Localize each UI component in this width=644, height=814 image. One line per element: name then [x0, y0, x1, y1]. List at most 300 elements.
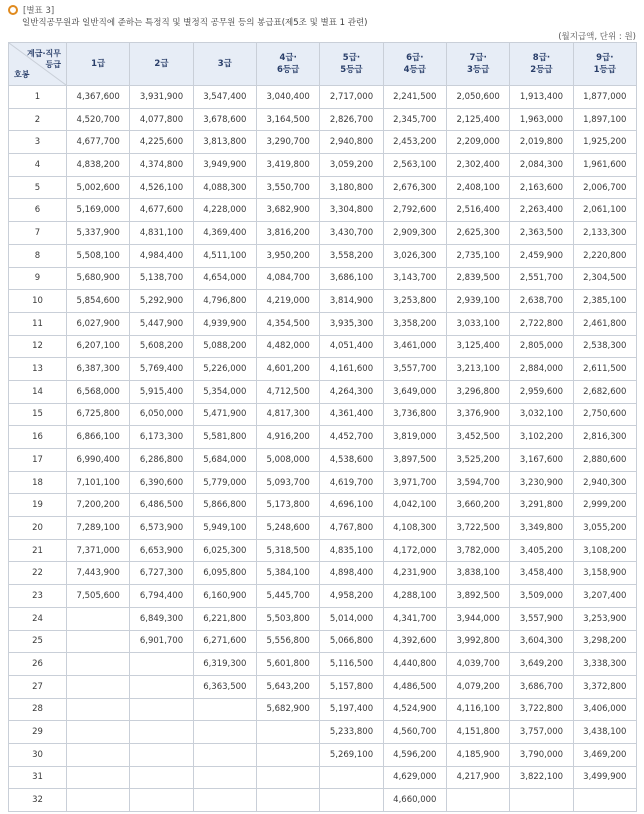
- salary-cell: 2,345,700: [383, 108, 446, 131]
- salary-cell: 2,133,300: [573, 222, 636, 245]
- salary-cell: 4,520,700: [67, 108, 130, 131]
- step-cell: 24: [9, 607, 67, 630]
- salary-cell: 3,757,000: [510, 721, 573, 744]
- salary-cell: 3,814,900: [320, 290, 383, 313]
- salary-cell: 5,854,600: [67, 290, 130, 313]
- salary-cell: 4,712,500: [256, 380, 319, 403]
- salary-cell: 1,877,000: [573, 86, 636, 109]
- salary-cell: 5,447,900: [130, 312, 193, 335]
- salary-cell: 3,971,700: [383, 471, 446, 494]
- table-row: [9, 108, 637, 131]
- salary-cell: 5,002,600: [67, 176, 130, 199]
- step-cell: 11: [9, 312, 67, 335]
- salary-cell: 3,419,800: [256, 154, 319, 177]
- salary-cell: 2,304,500: [573, 267, 636, 290]
- step-cell: 18: [9, 471, 67, 494]
- salary-cell: 4,369,400: [193, 222, 256, 245]
- salary-cell: 2,516,400: [446, 199, 509, 222]
- salary-cell: 2,385,100: [573, 290, 636, 313]
- step-cell: 31: [9, 766, 67, 789]
- corner-header-cell: [9, 43, 67, 86]
- table-row: [9, 721, 637, 744]
- table-row: [9, 244, 637, 267]
- salary-cell: 7,505,600: [67, 585, 130, 608]
- salary-cell: [446, 789, 509, 812]
- salary-cell: 4,796,800: [193, 290, 256, 313]
- salary-cell: 3,452,500: [446, 426, 509, 449]
- salary-cell: 4,367,600: [67, 86, 130, 109]
- grade-column-header: 4급· 6등급: [256, 43, 319, 86]
- salary-cell: 4,374,800: [130, 154, 193, 177]
- step-cell: 17: [9, 449, 67, 472]
- salary-cell: 3,499,900: [573, 766, 636, 789]
- table-row: [9, 630, 637, 653]
- table-row: [9, 675, 637, 698]
- salary-cell: 5,608,200: [130, 335, 193, 358]
- salary-cell: 3,678,600: [193, 108, 256, 131]
- salary-cell: 4,835,100: [320, 539, 383, 562]
- salary-cell: [256, 743, 319, 766]
- salary-cell: 2,363,500: [510, 222, 573, 245]
- salary-cell: 3,558,200: [320, 244, 383, 267]
- table-body: [9, 86, 637, 812]
- salary-cell: 6,901,700: [130, 630, 193, 653]
- table-row: [9, 562, 637, 585]
- table-row: [9, 131, 637, 154]
- salary-cell: 4,084,700: [256, 267, 319, 290]
- salary-cell: 3,290,700: [256, 131, 319, 154]
- salary-cell: 5,643,200: [256, 675, 319, 698]
- salary-cell: 4,696,100: [320, 494, 383, 517]
- table-row: [9, 698, 637, 721]
- table-row: [9, 222, 637, 245]
- salary-cell: 2,408,100: [446, 176, 509, 199]
- salary-cell: 3,230,900: [510, 471, 573, 494]
- salary-cell: 3,682,900: [256, 199, 319, 222]
- salary-cell: 4,039,700: [446, 653, 509, 676]
- salary-cell: [67, 675, 130, 698]
- salary-cell: 4,958,200: [320, 585, 383, 608]
- salary-cell: 4,654,000: [193, 267, 256, 290]
- salary-cell: 4,560,700: [383, 721, 446, 744]
- salary-cell: 5,093,700: [256, 471, 319, 494]
- table-row: [9, 517, 637, 540]
- salary-cell: 1,925,200: [573, 131, 636, 154]
- unit-note: (월지급액, 단위 : 원): [558, 32, 636, 42]
- salary-cell: 6,221,800: [193, 607, 256, 630]
- salary-cell: 3,686,100: [320, 267, 383, 290]
- salary-cell: 3,838,100: [446, 562, 509, 585]
- step-cell: 14: [9, 380, 67, 403]
- salary-cell: 3,291,800: [510, 494, 573, 517]
- salary-cell: 4,511,100: [193, 244, 256, 267]
- salary-cell: 2,241,500: [383, 86, 446, 109]
- salary-cell: 2,839,500: [446, 267, 509, 290]
- salary-cell: 5,197,400: [320, 698, 383, 721]
- step-cell: 8: [9, 244, 67, 267]
- salary-cell: 7,101,100: [67, 471, 130, 494]
- table-row: [9, 199, 637, 222]
- salary-cell: 4,452,700: [320, 426, 383, 449]
- salary-cell: 6,990,400: [67, 449, 130, 472]
- step-cell: 10: [9, 290, 67, 313]
- salary-cell: 4,629,000: [383, 766, 446, 789]
- salary-cell: 6,027,900: [67, 312, 130, 335]
- salary-cell: 5,248,600: [256, 517, 319, 540]
- salary-cell: 4,486,500: [383, 675, 446, 698]
- salary-cell: 4,817,300: [256, 403, 319, 426]
- salary-cell: 3,405,200: [510, 539, 573, 562]
- salary-cell: 3,338,300: [573, 653, 636, 676]
- salary-cell: [193, 789, 256, 812]
- salary-cell: 3,525,200: [446, 449, 509, 472]
- table-row: [9, 766, 637, 789]
- salary-cell: 1,963,000: [510, 108, 573, 131]
- salary-cell: 4,526,100: [130, 176, 193, 199]
- step-cell: 5: [9, 176, 67, 199]
- salary-cell: [256, 766, 319, 789]
- salary-cell: 4,939,900: [193, 312, 256, 335]
- salary-cell: 2,538,300: [573, 335, 636, 358]
- salary-cell: 6,794,400: [130, 585, 193, 608]
- salary-cell: 5,445,700: [256, 585, 319, 608]
- salary-cell: 3,108,200: [573, 539, 636, 562]
- salary-cell: [193, 721, 256, 744]
- salary-cell: [130, 675, 193, 698]
- grade-column-header: 3급: [193, 43, 256, 86]
- salary-cell: 2,682,600: [573, 380, 636, 403]
- grade-column-header: 2급: [130, 43, 193, 86]
- salary-cell: 3,897,500: [383, 449, 446, 472]
- table-row: [9, 743, 637, 766]
- salary-cell: 4,288,100: [383, 585, 446, 608]
- table-row: [9, 380, 637, 403]
- salary-cell: 3,469,200: [573, 743, 636, 766]
- salary-cell: 3,935,300: [320, 312, 383, 335]
- salary-cell: 2,209,000: [446, 131, 509, 154]
- salary-cell: 5,866,800: [193, 494, 256, 517]
- salary-cell: 4,341,700: [383, 607, 446, 630]
- salary-cell: 4,217,900: [446, 766, 509, 789]
- salary-cell: 3,686,700: [510, 675, 573, 698]
- table-row: [9, 789, 637, 812]
- step-cell: 32: [9, 789, 67, 812]
- salary-cell: 6,173,300: [130, 426, 193, 449]
- salary-cell: 4,596,200: [383, 743, 446, 766]
- salary-cell: 6,050,000: [130, 403, 193, 426]
- table-row: [9, 471, 637, 494]
- step-cell: 19: [9, 494, 67, 517]
- salary-cell: [130, 721, 193, 744]
- salary-cell: 4,185,900: [446, 743, 509, 766]
- salary-cell: 4,088,300: [193, 176, 256, 199]
- salary-cell: 2,909,300: [383, 222, 446, 245]
- salary-cell: 3,298,200: [573, 630, 636, 653]
- table-row: [9, 607, 637, 630]
- salary-cell: 3,604,300: [510, 630, 573, 653]
- salary-cell: 3,950,200: [256, 244, 319, 267]
- salary-cell: 6,363,500: [193, 675, 256, 698]
- salary-cell: 5,008,000: [256, 449, 319, 472]
- salary-cell: 4,361,400: [320, 403, 383, 426]
- salary-cell: 2,006,700: [573, 176, 636, 199]
- salary-cell: 3,164,500: [256, 108, 319, 131]
- table-row: [9, 358, 637, 381]
- salary-cell: 6,025,300: [193, 539, 256, 562]
- salary-cell: 3,040,400: [256, 86, 319, 109]
- salary-cell: 2,676,300: [383, 176, 446, 199]
- salary-cell: 2,735,100: [446, 244, 509, 267]
- salary-cell: 5,949,100: [193, 517, 256, 540]
- salary-cell: 2,461,800: [573, 312, 636, 335]
- salary-cell: 6,486,500: [130, 494, 193, 517]
- step-cell: 4: [9, 154, 67, 177]
- table-row: [9, 290, 637, 313]
- appendix-tag-line: [8, 3, 638, 17]
- corner-step-label: 호봉: [14, 70, 30, 79]
- step-cell: 28: [9, 698, 67, 721]
- salary-cell: 5,581,800: [193, 426, 256, 449]
- salary-cell: 2,453,200: [383, 131, 446, 154]
- salary-cell: 4,916,200: [256, 426, 319, 449]
- salary-cell: 3,059,200: [320, 154, 383, 177]
- table-row: [9, 494, 637, 517]
- salary-cell: 2,792,600: [383, 199, 446, 222]
- salary-cell: 3,557,700: [383, 358, 446, 381]
- table-row: [9, 267, 637, 290]
- salary-cell: 5,169,000: [67, 199, 130, 222]
- salary-cell: 6,207,100: [67, 335, 130, 358]
- salary-cell: 4,392,600: [383, 630, 446, 653]
- table-row: [9, 335, 637, 358]
- table-row: [9, 449, 637, 472]
- salary-cell: 5,680,900: [67, 267, 130, 290]
- appendix-tag: [별표 3]: [23, 6, 55, 16]
- salary-cell: 6,286,800: [130, 449, 193, 472]
- salary-cell: 3,032,100: [510, 403, 573, 426]
- salary-cell: 3,349,800: [510, 517, 573, 540]
- step-cell: 6: [9, 199, 67, 222]
- salary-cell: 2,563,100: [383, 154, 446, 177]
- document-title: 일반직공무원과 일반직에 준하는 특정직 및 별정직 공무원 등의 봉급표(제5조 및 별표 1 관련): [22, 18, 368, 28]
- bullet-ring-icon: [8, 5, 18, 15]
- step-cell: 16: [9, 426, 67, 449]
- salary-cell: 3,125,400: [446, 335, 509, 358]
- corner-grade-label: 계급·직무 등급: [27, 49, 61, 69]
- salary-cell: 3,253,900: [573, 607, 636, 630]
- salary-cell: 2,551,700: [510, 267, 573, 290]
- salary-cell: 5,014,000: [320, 607, 383, 630]
- step-cell: 3: [9, 131, 67, 154]
- salary-cell: 4,172,000: [383, 539, 446, 562]
- salary-cell: [573, 789, 636, 812]
- salary-cell: [67, 630, 130, 653]
- grade-column-header: 5급· 5등급: [320, 43, 383, 86]
- salary-cell: 4,538,600: [320, 449, 383, 472]
- salary-cell: [193, 766, 256, 789]
- salary-cell: 2,163,600: [510, 176, 573, 199]
- salary-cell: 5,173,800: [256, 494, 319, 517]
- salary-cell: 3,406,000: [573, 698, 636, 721]
- step-cell: 9: [9, 267, 67, 290]
- salary-cell: 4,601,200: [256, 358, 319, 381]
- salary-cell: 3,167,600: [510, 449, 573, 472]
- salary-cell: [256, 789, 319, 812]
- salary-cell: [67, 789, 130, 812]
- salary-cell: 3,055,200: [573, 517, 636, 540]
- step-cell: 25: [9, 630, 67, 653]
- salary-cell: 2,611,500: [573, 358, 636, 381]
- step-cell: 21: [9, 539, 67, 562]
- salary-cell: 5,471,900: [193, 403, 256, 426]
- salary-cell: 3,033,100: [446, 312, 509, 335]
- salary-cell: 2,050,600: [446, 86, 509, 109]
- step-cell: 15: [9, 403, 67, 426]
- salary-cell: [320, 789, 383, 812]
- salary-cell: 2,263,400: [510, 199, 573, 222]
- salary-cell: 5,337,900: [67, 222, 130, 245]
- salary-cell: 4,161,600: [320, 358, 383, 381]
- salary-cell: 2,750,600: [573, 403, 636, 426]
- salary-cell: 3,822,100: [510, 766, 573, 789]
- salary-cell: 5,318,500: [256, 539, 319, 562]
- salary-cell: 5,508,100: [67, 244, 130, 267]
- salary-cell: 6,095,800: [193, 562, 256, 585]
- grade-column-header: 7급· 3등급: [446, 43, 509, 86]
- salary-cell: [67, 698, 130, 721]
- salary-cell: 5,915,400: [130, 380, 193, 403]
- salary-cell: 3,594,700: [446, 471, 509, 494]
- salary-cell: 4,440,800: [383, 653, 446, 676]
- salary-cell: 3,557,900: [510, 607, 573, 630]
- salary-cell: 3,158,900: [573, 562, 636, 585]
- salary-cell: 3,782,000: [446, 539, 509, 562]
- step-cell: 7: [9, 222, 67, 245]
- table-header-row: [9, 43, 637, 86]
- salary-cell: 4,677,600: [130, 199, 193, 222]
- salary-cell: 2,302,400: [446, 154, 509, 177]
- salary-cell: 4,767,800: [320, 517, 383, 540]
- step-cell: 12: [9, 335, 67, 358]
- salary-cell: [320, 766, 383, 789]
- step-cell: 2: [9, 108, 67, 131]
- salary-cell: 2,722,800: [510, 312, 573, 335]
- document-header: [8, 3, 638, 30]
- salary-cell: 5,556,800: [256, 630, 319, 653]
- table-row: [9, 653, 637, 676]
- table-row: [9, 86, 637, 109]
- salary-cell: 4,677,700: [67, 131, 130, 154]
- salary-cell: 3,376,900: [446, 403, 509, 426]
- salary-cell: 3,509,000: [510, 585, 573, 608]
- grade-column-header: 1급: [67, 43, 130, 86]
- salary-cell: 2,939,100: [446, 290, 509, 313]
- salary-cell: [193, 743, 256, 766]
- salary-cell: 2,125,400: [446, 108, 509, 131]
- salary-cell: 5,682,900: [256, 698, 319, 721]
- salary-cell: 6,727,300: [130, 562, 193, 585]
- salary-cell: 4,116,100: [446, 698, 509, 721]
- salary-cell: 2,625,300: [446, 222, 509, 245]
- salary-cell: 3,207,400: [573, 585, 636, 608]
- salary-cell: 4,108,300: [383, 517, 446, 540]
- step-cell: 22: [9, 562, 67, 585]
- salary-cell: 3,304,800: [320, 199, 383, 222]
- salary-cell: 4,231,900: [383, 562, 446, 585]
- step-cell: 1: [9, 86, 67, 109]
- step-cell: 29: [9, 721, 67, 744]
- salary-cell: 2,940,300: [573, 471, 636, 494]
- salary-cell: 4,898,400: [320, 562, 383, 585]
- salary-cell: 4,482,000: [256, 335, 319, 358]
- salary-cell: [130, 766, 193, 789]
- salary-cell: 5,233,800: [320, 721, 383, 744]
- salary-cell: 4,219,000: [256, 290, 319, 313]
- salary-cell: 4,831,100: [130, 222, 193, 245]
- salary-cell: 4,051,400: [320, 335, 383, 358]
- grade-column-header: 8급· 2등급: [510, 43, 573, 86]
- salary-cell: 6,653,900: [130, 539, 193, 562]
- salary-cell: 4,524,900: [383, 698, 446, 721]
- salary-cell: 6,725,800: [67, 403, 130, 426]
- salary-cell: 1,897,100: [573, 108, 636, 131]
- salary-cell: [67, 607, 130, 630]
- salary-cell: [130, 789, 193, 812]
- salary-cell: 5,769,400: [130, 358, 193, 381]
- salary-cell: 3,438,100: [573, 721, 636, 744]
- salary-cell: 3,458,400: [510, 562, 573, 585]
- salary-cell: 3,550,700: [256, 176, 319, 199]
- salary-cell: 3,949,900: [193, 154, 256, 177]
- salary-cell: [67, 653, 130, 676]
- salary-cell: 3,143,700: [383, 267, 446, 290]
- grade-column-header: 6급· 4등급: [383, 43, 446, 86]
- salary-cell: 1,961,600: [573, 154, 636, 177]
- salary-cell: 6,390,600: [130, 471, 193, 494]
- salary-cell: 6,387,300: [67, 358, 130, 381]
- salary-cell: 2,816,300: [573, 426, 636, 449]
- salary-cell: 3,736,800: [383, 403, 446, 426]
- salary-cell: 7,443,900: [67, 562, 130, 585]
- salary-cell: 7,200,200: [67, 494, 130, 517]
- salary-cell: 3,813,800: [193, 131, 256, 154]
- salary-cell: 5,292,900: [130, 290, 193, 313]
- table-row: [9, 426, 637, 449]
- step-cell: 27: [9, 675, 67, 698]
- salary-cell: 4,079,200: [446, 675, 509, 698]
- table-row: [9, 403, 637, 426]
- salary-cell: 4,042,100: [383, 494, 446, 517]
- salary-cell: 5,601,800: [256, 653, 319, 676]
- table-row: [9, 176, 637, 199]
- salary-cell: 5,354,000: [193, 380, 256, 403]
- salary-cell: 3,547,400: [193, 86, 256, 109]
- salary-cell: 3,253,800: [383, 290, 446, 313]
- salary-cell: 3,461,000: [383, 335, 446, 358]
- salary-cell: 3,358,200: [383, 312, 446, 335]
- salary-cell: 3,931,900: [130, 86, 193, 109]
- salary-cell: 3,372,800: [573, 675, 636, 698]
- salary-cell: 7,289,100: [67, 517, 130, 540]
- salary-cell: 3,213,100: [446, 358, 509, 381]
- salary-cell: 6,160,900: [193, 585, 256, 608]
- salary-cell: 3,296,800: [446, 380, 509, 403]
- salary-cell: 3,102,200: [510, 426, 573, 449]
- salary-cell: 4,264,300: [320, 380, 383, 403]
- salary-cell: 3,819,000: [383, 426, 446, 449]
- salary-cell: 4,660,000: [383, 789, 446, 812]
- salary-cell: 2,884,000: [510, 358, 573, 381]
